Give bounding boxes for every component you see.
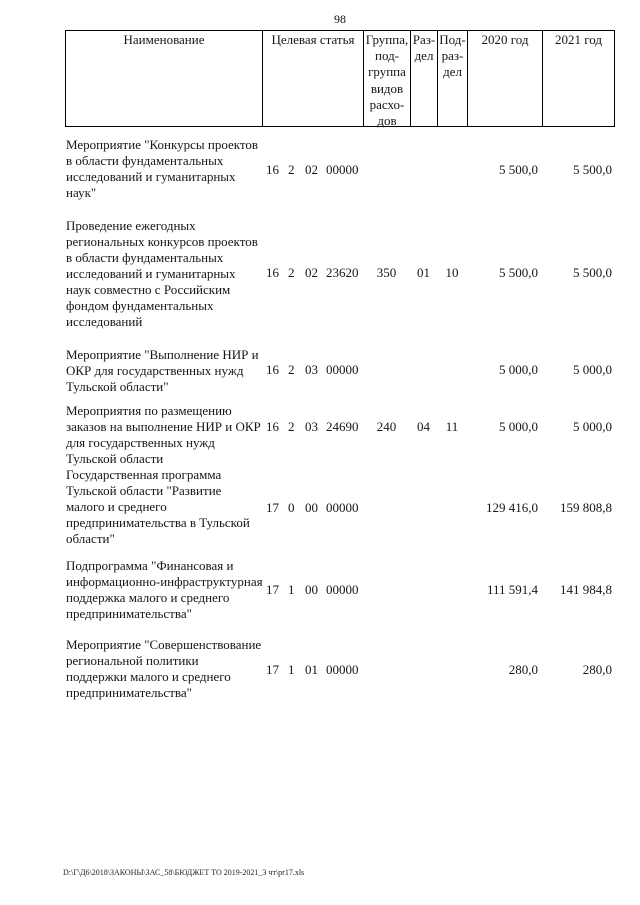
header-col-section [410, 30, 437, 127]
row-name-line: в области фундаментальных [66, 250, 224, 265]
section-cell: 04 [417, 419, 430, 434]
table-row [0, 347, 640, 395]
header-group-line: группа [368, 64, 406, 80]
row-name-line: Мероприятие "Конкурсы проектов [66, 137, 259, 152]
header-col-name [65, 30, 262, 127]
target-article-code-part: 17 [266, 582, 279, 597]
target-article-code-part: 03 [305, 362, 318, 377]
row-name-line: области" [66, 531, 115, 546]
row-name-line: региональной политики [66, 653, 199, 668]
row-name-line: Проведение ежегодных [66, 218, 196, 233]
target-article-code-part: 00 [305, 500, 318, 515]
expense-group-cell: 350 [376, 265, 397, 280]
header-group-line: под- [374, 48, 400, 64]
target-article-code-part: 17 [266, 662, 279, 677]
row-name-line: для государственных нужд [66, 435, 215, 450]
row-name-line: заказов на выполнение НИР и ОКР [66, 419, 261, 434]
amount-2020-cell: 129 416,0 [486, 500, 538, 515]
row-name-line: Подпрограмма "Финансовая и [66, 558, 234, 573]
header-section-line: дел [414, 48, 434, 64]
target-article-code-part: 23620 [326, 265, 359, 280]
table-row [0, 467, 640, 547]
header-col-target-article [262, 30, 363, 127]
row-name-line: поддержка малого и среднего [66, 590, 230, 605]
target-article-code-part: 17 [266, 500, 279, 515]
row-name-line: Тульской области" [66, 379, 169, 394]
amount-2020-cell: 5 500,0 [499, 162, 538, 177]
header-2021-label: 2021 год [555, 32, 602, 47]
row-name-line: поддержки малого и среднего [66, 669, 231, 684]
row-name-line: малого и среднего [66, 499, 167, 514]
amount-2021-cell: 5 000,0 [573, 362, 612, 377]
target-article-code-part: 00 [305, 582, 318, 597]
subsection-cell: 10 [445, 265, 459, 280]
row-name-line: в области фундаментальных [66, 153, 224, 168]
target-article-code-part: 00000 [326, 662, 359, 677]
header-target-article-label: Целевая статья [271, 32, 355, 47]
row-name-line: Мероприятия по размещению [66, 403, 232, 418]
target-article-code-part: 2 [288, 265, 295, 280]
amount-2020-cell: 280,0 [508, 662, 538, 677]
amount-2020-cell: 5 000,0 [499, 419, 538, 434]
target-article-code-part: 2 [288, 419, 295, 434]
row-name-line: исследований и гуманитарных [66, 169, 236, 184]
header-col-2021 [542, 30, 615, 127]
table-row [0, 558, 640, 622]
expense-group-cell: 240 [376, 419, 397, 434]
amount-2021-cell: 5 000,0 [573, 419, 612, 434]
header-group-line: Группа, [365, 32, 409, 47]
row-name-line: наук" [66, 185, 97, 200]
amount-2021-cell: 159 808,8 [560, 500, 612, 515]
row-name-line: Мероприятие "Совершенствование [66, 637, 262, 652]
row-name-line: ОКР для государственных нужд [66, 363, 244, 378]
amount-2021-cell: 280,0 [582, 662, 612, 677]
row-name-line: информационно-инфраструктурная [66, 574, 263, 589]
table-row [0, 403, 640, 467]
row-name-line: наук совместно с Российским [66, 282, 231, 297]
target-article-code-part: 1 [288, 582, 295, 597]
table-row [0, 218, 640, 330]
amount-2021-cell: 141 984,8 [560, 582, 612, 597]
row-name-line: Мероприятие "Выполнение НИР и [66, 347, 259, 362]
target-article-code-part: 2 [288, 362, 295, 377]
header-2020-label: 2020 год [481, 32, 529, 47]
header-col-2020 [467, 30, 542, 127]
header-subsection-line: раз- [441, 48, 464, 64]
row-name-line: фондом фундаментальных [66, 298, 214, 313]
amount-2020-cell: 5 000,0 [499, 362, 538, 377]
target-article-code-part: 02 [305, 265, 318, 280]
file-path-footer: D:\Г\Д6\2018\ЗАКОНЫ\ЗАС_58\БЮДЖЕТ ТО 2019-2021_3 чт\pr17.xls [63, 868, 305, 877]
target-article-code-part: 00000 [326, 582, 359, 597]
row-name-line: предпринимательства" [66, 685, 192, 700]
target-article-code-part: 0 [288, 500, 295, 515]
header-subsection-line: дел [443, 64, 462, 80]
target-article-code-part: 1 [288, 662, 295, 677]
target-article-code-part: 16 [266, 362, 279, 377]
target-article-code-part: 16 [266, 162, 279, 177]
row-name-line: исследований и гуманитарных [66, 266, 236, 281]
header-col-group [363, 30, 410, 127]
row-name-line: предпринимательства" [66, 606, 192, 621]
amount-2020-cell: 111 591,4 [486, 582, 538, 597]
table-row [0, 637, 640, 701]
target-article-code-part: 2 [288, 162, 295, 177]
row-name-line: предпринимательства в Тульской [66, 515, 250, 530]
page-number: 98 [334, 12, 346, 26]
header-subsection-line: Под- [439, 32, 466, 47]
target-article-code-part: 02 [305, 162, 318, 177]
target-article-code-part: 16 [266, 419, 279, 434]
row-name-line: Тульской области [66, 451, 164, 466]
table-row [0, 137, 640, 201]
header-section-line: Раз- [412, 32, 436, 47]
target-article-code-part: 24690 [326, 419, 359, 434]
target-article-code-part: 16 [266, 265, 279, 280]
row-name-line: Государственная программа [66, 467, 222, 482]
row-name-line: Тульской области "Развитие [66, 483, 222, 498]
row-name-line: исследований [66, 314, 143, 329]
header-group-line: расхо- [369, 96, 405, 112]
row-name-line: региональных конкурсов проектов [66, 234, 258, 249]
amount-2021-cell: 5 500,0 [573, 162, 612, 177]
header-group-line: видов [370, 80, 404, 96]
section-cell: 01 [417, 265, 430, 280]
target-article-code-part: 01 [305, 662, 318, 677]
header-col-subsection [437, 30, 467, 127]
header-name-label: Наименование [123, 32, 205, 47]
target-article-code-part: 03 [305, 419, 318, 434]
target-article-code-part: 00000 [326, 362, 359, 377]
header-group-line: дов [377, 113, 397, 129]
target-article-code-part: 00000 [326, 162, 359, 177]
target-article-code-part: 00000 [326, 500, 359, 515]
amount-2020-cell: 5 500,0 [499, 265, 538, 280]
subsection-cell: 11 [445, 419, 459, 434]
amount-2021-cell: 5 500,0 [573, 265, 612, 280]
